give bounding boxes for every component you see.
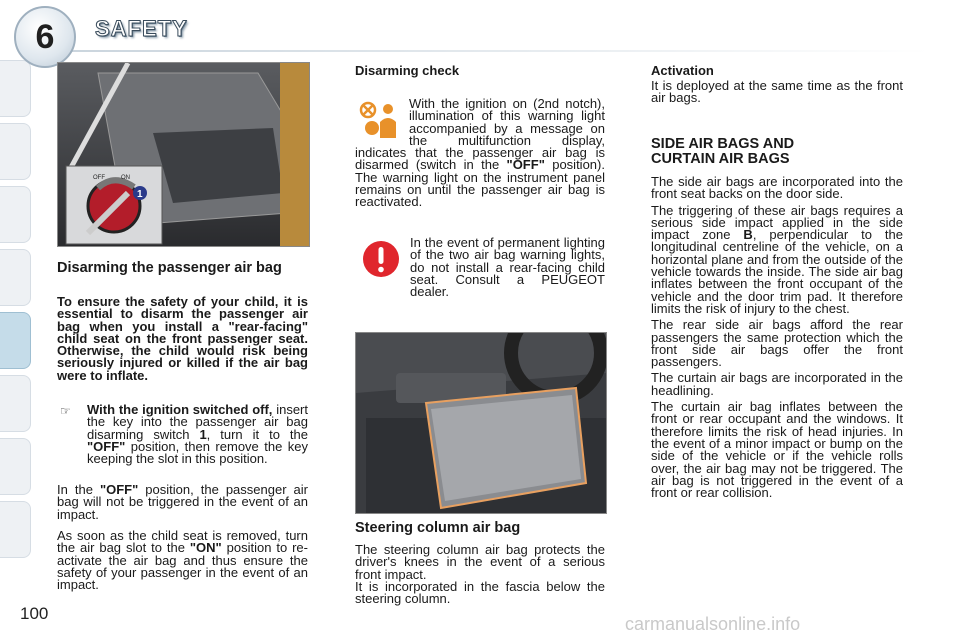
steering-text-1: The steering column air bag protects the driver's knees in the event of a serious front impact.	[355, 542, 605, 582]
page-number: 100	[20, 604, 49, 623]
chapter-number-badge	[14, 6, 76, 68]
check-body-1: With the ignition on (2nd notch), illumination of this warning light accompanied by a message on the multifunction display, indicates that the passenger air bag is disarmed (switch in the	[355, 96, 605, 173]
photo-off-label: OFF	[93, 175, 105, 181]
disarming-check-text	[355, 98, 605, 209]
switch-number: 1	[199, 426, 207, 442]
permanent-lighting-alert: In the event of permanent lighting of the two air bag warning lights, do not install a rear-facing child seat. Consult a PEUGEOT dealer.	[410, 235, 605, 300]
step-body-3: position, then remove the key keeping the slot in this position.	[87, 438, 308, 467]
side-p2-c: , perpendicular to the longitudinal centreline of the vehicle, on a horizontal plane and from the outside of the vehicle towards the inside. The side air bag inflates between the front occupant of the vehicle and the door trim pad. It therefore limits the risk of injury to the chest.	[651, 227, 903, 316]
chapter-number: 6	[35, 17, 55, 56]
glovebox-switch-photo	[57, 62, 310, 247]
activation-text: It is deployed at the same time as the front air bags.	[651, 78, 903, 106]
p1-off: "OFF"	[99, 482, 139, 497]
icon-spacer	[355, 98, 409, 144]
chapter-tab[interactable]	[0, 60, 31, 117]
p2-body: position to re-activate the air bag and thus ensure the safety of your passenger in the event of an impact.	[57, 540, 308, 593]
side-airbags-text	[651, 176, 903, 503]
step-lead: With the ignition switched off,	[87, 402, 273, 417]
steering-airbag-text	[355, 544, 605, 605]
step-pointer-icon: ☞	[60, 404, 71, 418]
chapter-tab[interactable]	[0, 438, 31, 495]
chapter-tab-strip	[0, 60, 34, 580]
steering-text-2: It is incorporated in the fascia below the steering column.	[355, 578, 605, 607]
chapter-tab[interactable]	[0, 123, 31, 180]
p2-on: "ON"	[189, 540, 222, 556]
side-p5: The curtain air bag inflates between the front or rear occupant and the windows. It therefore limits the risk of head injuries. In the event of a minor impact or bump on the side of the vehicle or if the vehicle rolls over, the air bag may not be triggered. The air bag is not triggered in the event of a front or rear collision.	[651, 399, 903, 501]
p1-lead: In the	[57, 482, 93, 497]
side-p3: The rear side air bags afford the rear passengers the same protection which the front side air bags offer the front passengers.	[651, 317, 903, 370]
activation-title: Activation	[651, 63, 714, 78]
chapter-tab[interactable]	[0, 501, 31, 558]
side-p4: The curtain air bags are incorporated in the headlining.	[651, 370, 903, 398]
steering-column-photo	[355, 332, 607, 514]
page-title: SAFETY	[95, 16, 188, 41]
p2-lead: As soon as the child seat is removed, turn the air bag slot to the	[57, 528, 308, 556]
photo-badge-label: 1	[137, 189, 143, 200]
chapter-tab[interactable]	[0, 186, 31, 243]
disarm-step	[87, 404, 308, 465]
check-body-2: position). The warning light on the instrument panel remains on until the passenger air bag is reactivated.	[355, 157, 605, 210]
chapter-tab[interactable]	[0, 375, 31, 432]
off-position-paragraph	[57, 484, 308, 521]
watermark: carmanualsonline.info	[625, 614, 801, 634]
glovebox-illustration	[58, 63, 309, 246]
side-p2	[651, 202, 903, 316]
side-impact-zone: B	[743, 227, 753, 243]
side-p2-a: The triggering of these air bags requires a serious side impact applied in the side impact zone	[651, 202, 903, 243]
check-off: "OFF"	[506, 157, 545, 173]
reactivate-paragraph	[57, 530, 308, 591]
step-body-2: , turn it to the	[206, 426, 308, 442]
chapter-tab-active[interactable]	[0, 312, 31, 369]
step-off-label: "OFF"	[87, 438, 126, 454]
disarming-check-title: Disarming check	[355, 63, 460, 78]
alert-exclamation-icon	[362, 240, 400, 278]
child-safety-warning: To ensure the safety of your child, it is essential to disarm the passenger air bag when you install a "rear-facing" child seat on the front passenger seat. Otherwise, the child would risk being seriously injured or killed if the air bag were to inflate.	[57, 294, 308, 383]
chapter-tab[interactable]	[0, 249, 31, 306]
p1-body: position, the passenger air bag will not be triggered in the event of an impact.	[57, 482, 308, 522]
side-airbags-title: SIDE AIR BAGS AND CURTAIN AIR BAGS	[651, 136, 795, 167]
fascia-illustration	[356, 333, 606, 513]
header-rule	[30, 50, 930, 52]
step-body-1: insert the key into the passenger air bag disarming switch	[87, 402, 308, 442]
steering-airbag-title: Steering column air bag	[355, 520, 521, 536]
disarming-section-title: Disarming the passenger air bag	[57, 260, 282, 276]
photo-on-label: ON	[121, 175, 130, 181]
side-p1: The side air bags are incorporated into the front seat backs on the door side.	[651, 174, 903, 202]
